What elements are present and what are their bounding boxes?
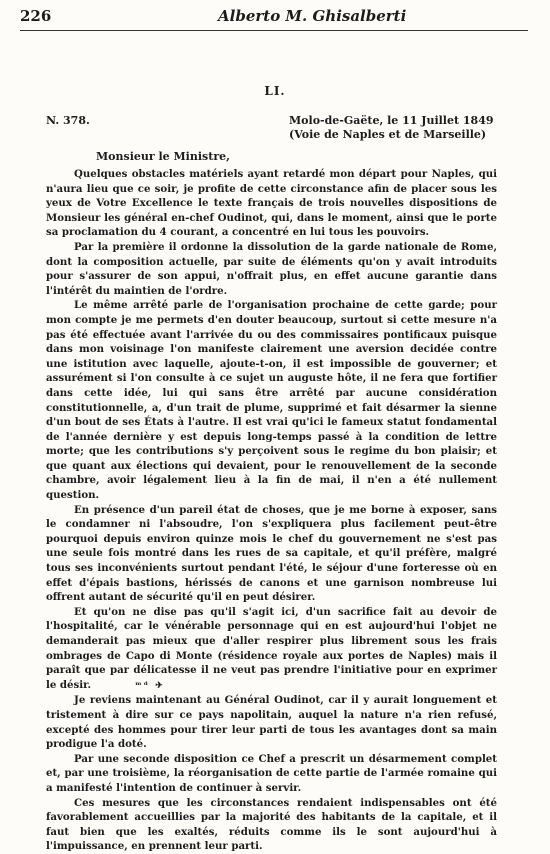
header-rule <box>20 30 528 31</box>
paragraph-text: Et qu'on ne dise pas qu'il s'agit ici, d'un sacrifice fait au devoir de l'hospitalité, car le vénérable personnage qui en est aujourd'hui l'objet ne demanderait pas mieux que d'aller respirer plus librement sous les frais ombrages de Capo di Monte (résidence royale aux portes de Naples) mais il paraît que par délicatesse il ne veut pas prendre l'initiative pour en exprimer le désir. <box>46 605 497 691</box>
page-number: 226 <box>20 7 52 25</box>
paragraph: Quelques obstacles matériels ayant retardé mon départ pour Naples, qui n'aura lieu que ce soir, je profite de cette circonstance afin de placer sous les yeux de Votre Excellence le texte français de trois nouvelles dispositions de Monsieur les général en-chef Oudinot, qui, dans le moment, ainsi que le porte sa proclamation du 4 courant, a concentré en lui tous les pouvoirs. <box>46 168 497 239</box>
letter-number: LI. <box>264 84 286 98</box>
salutation: Monsieur le Ministre, <box>96 150 230 163</box>
paragraph: Par la première il ordonne la dissolution de la garde nationale de Rome, dont la composition actuelle, par suite de éléments qu'on y avait introduits pour s'assurer de son appui, n'offrait plus, en effet aucune garantie dans l'intérêt du maintien de l'ordre. <box>46 240 497 297</box>
paragraph: Le même arrêté parle de l'organisation prochaine de cette garde; pour mon compte je me permets d'en douter beaucoup, surtout si cette mesure n'a pas été effectuée avant l'arrivée du ou des commissaires pontificaux puisque dans mon voisinage l'on manifeste clairement une aversion decidée contre une istitution avec laquelle, ajoute-t-on, il est impossible de gouverner; et assurément si l'on consulte à ce sujet un auguste hôte, il ne fera que fortifier dans cette idée, lui qui sans être arrêté par aucune considération constitutionnelle, a, d'un trait de plume, supprimé et fait désarmer la sienne d'un bout de ses États à l'autre. Il est vrai qu'ici le fameux statut fondamental de l'année dernière y est depuis long-temps passé à la condition de lettre morte; que les contributions s'y perçoivent sous le regime du bon plaisir; et que quant aux élections qui devaient, pour le renouvellement de la seconde chambre, avoir légalement lieu à la fin de mai, il n'en a été nullement question. <box>46 299 497 502</box>
paragraph: En présence d'un pareil état de choses, que je me borne à exposer, sans le condamner ni l'absoudre, l'on s'expliquera plus facilement peut-être pourquoi depuis environ quinze mois le chef du gouvernement ne s'est pas une seule fois montré dans les rues de sa capitale, et qu'il préfère, malgré tous ses inconvénients surtout pendant l'été, le séjour d'une forteresse où en effet d'épais bastions, hérissés de canons et une garnison nombreuse lui offrent autant de sécurité qu'il en peut désirer. <box>46 503 497 604</box>
paragraph <box>46 605 497 694</box>
place-date-block <box>289 114 494 142</box>
page-header <box>20 7 525 31</box>
place-date: Molo-de-Gaëte, le 11 Juillet 1849 <box>289 114 494 127</box>
document-number: N. 378. <box>46 114 90 127</box>
paragraph: Par une seconde disposition ce Chef a prescrit un désarmement complet et, par une troisième, la réorganisation de cette partie de l'armée romaine qui a manifesté l'intention de continuer à servir. <box>46 752 497 794</box>
running-head: Alberto M. Ghisalberti <box>218 7 407 25</box>
printer-mark: ᵐᵈ ✈ <box>135 680 165 691</box>
paragraph: Ces mesures que les circonstances rendaient indispensables ont été favorablement accueillies par la majorité des habitants de la capitale, et il faut bien que les exaltés, réduits comme ils le sont aujourd'hui à l'impuissance, en prennent leur parti. <box>46 796 497 853</box>
route-note: (Voie de Naples et de Marseille) <box>289 128 487 141</box>
paragraph: Je reviens maintenant au Général Oudinot, car il y aurait longuement et tristement à dire sur ce pays napolitain, auquel la nature n'a rien refusé, excepté des hommes pour tirer leur parti de tous les avantages dont sa main prodigue l'a doté. <box>46 694 497 751</box>
letter-body <box>46 167 497 854</box>
